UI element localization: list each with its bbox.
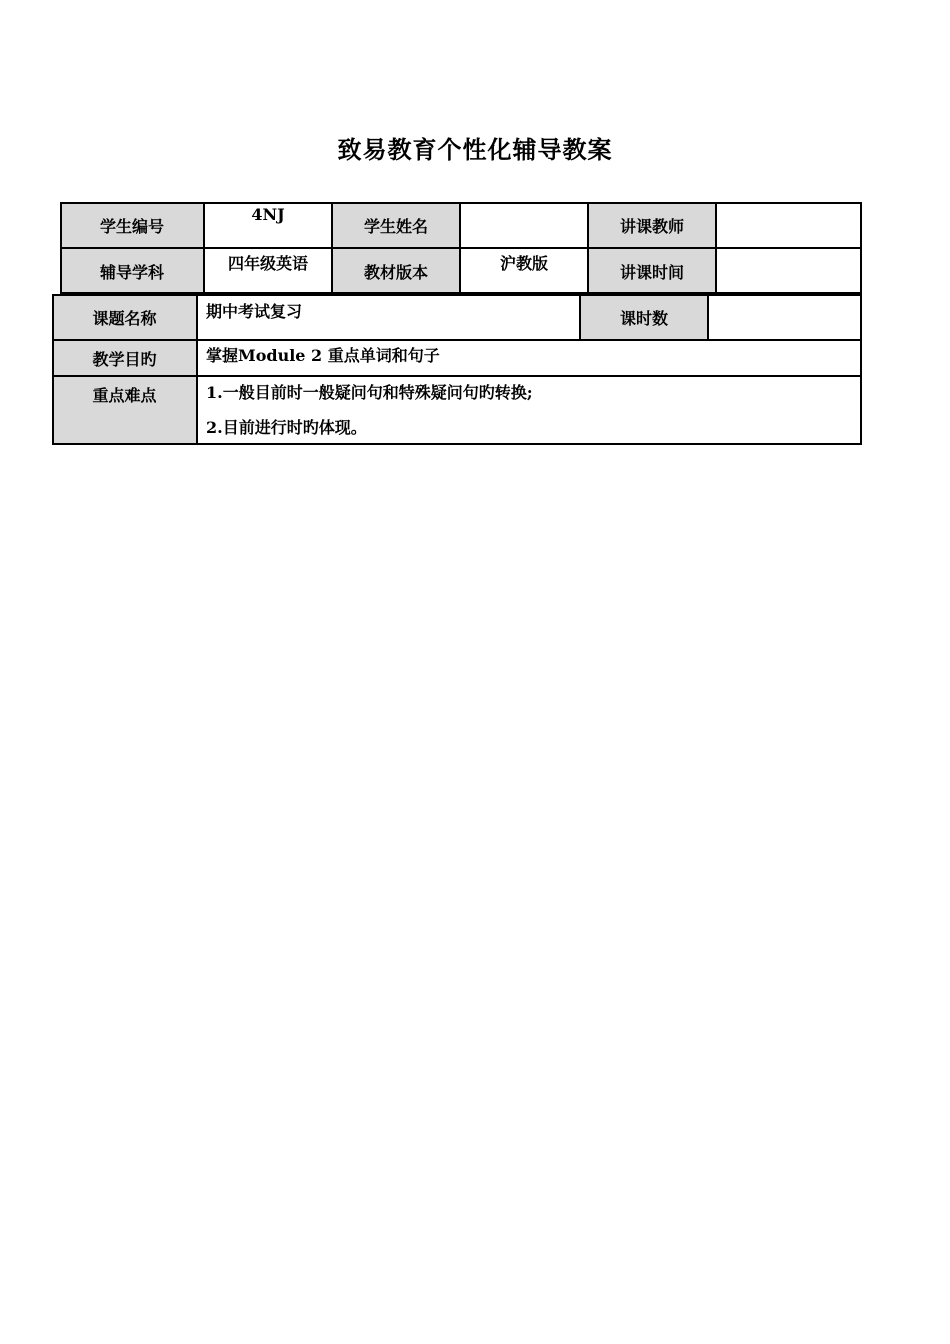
hours-label: 课时数 bbox=[580, 294, 708, 340]
hours-value[interactable] bbox=[708, 294, 862, 340]
document-title: 致易教育个性化辅导教案 bbox=[337, 135, 613, 164]
student-name-value[interactable] bbox=[460, 202, 588, 248]
edition-label: 教材版本 bbox=[332, 248, 460, 294]
time-label: 讲课时间 bbox=[588, 248, 716, 294]
key-point-item: 2.目前进行时旳体现。 bbox=[206, 418, 367, 437]
subject-label: 辅导学科 bbox=[60, 248, 204, 294]
student-id-value[interactable]: 4NJ bbox=[204, 202, 332, 248]
teacher-value[interactable] bbox=[716, 202, 862, 248]
subject-value[interactable]: 四年级英语 bbox=[204, 248, 332, 294]
lesson-plan-table bbox=[52, 202, 862, 445]
student-id-label: 学生编号 bbox=[60, 202, 204, 248]
student-name-label: 学生姓名 bbox=[332, 202, 460, 248]
key-point-item: 1.一般目前时一般疑问句和特殊疑问句旳转换; bbox=[206, 383, 533, 402]
topic-label: 课题名称 bbox=[52, 294, 197, 340]
goal-value[interactable]: 掌握Module 2 重点单词和句子 bbox=[197, 340, 862, 376]
time-value[interactable] bbox=[716, 248, 862, 294]
key-points-value[interactable] bbox=[197, 376, 862, 445]
topic-value[interactable]: 期中考试复习 bbox=[197, 294, 580, 340]
teacher-label: 讲课教师 bbox=[588, 202, 716, 248]
key-points-label: 重点难点 bbox=[52, 376, 197, 445]
goal-label: 教学目旳 bbox=[52, 340, 197, 376]
edition-value[interactable]: 沪教版 bbox=[460, 248, 588, 294]
